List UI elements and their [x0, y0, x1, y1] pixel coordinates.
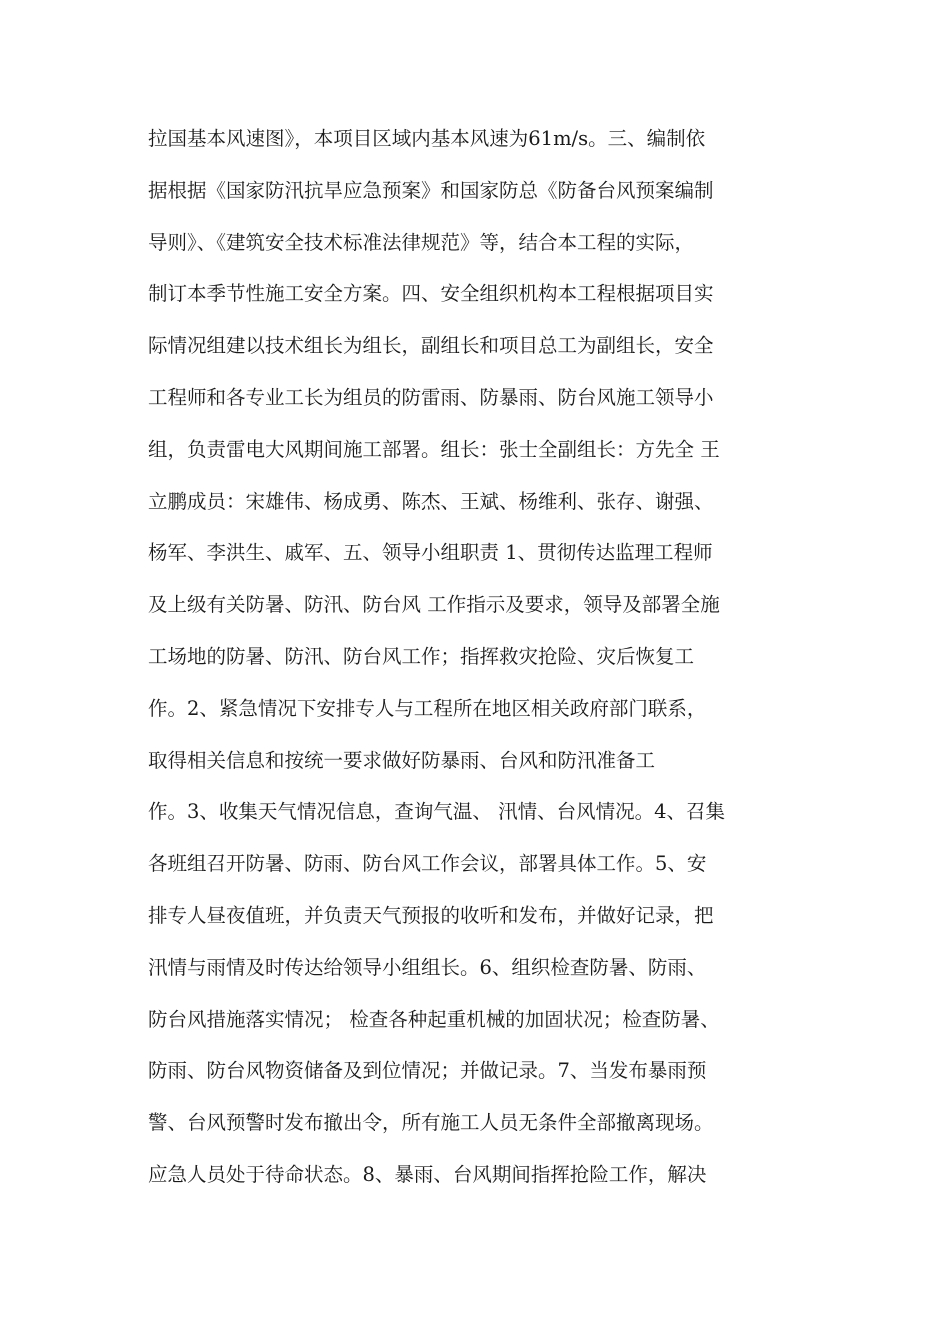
text-line-4: 制订本季节性施工安全方案。四、安全组织机构本工程根据项目实 — [148, 282, 714, 306]
text-line-13: 取得相关信息和按统一要求做好防暴雨、台风和防汛准备工 — [148, 748, 656, 772]
text-line-7: 组，负责雷电大风期间施工部署。组长：张士全副组长：方先全 王 — [148, 437, 720, 461]
text-line-2: 据根据《国家防汛抗旱应急预案》和国家防总《防备台风预案编制 — [148, 178, 714, 202]
body-text — [148, 118, 808, 1206]
text-line-21: 应急人员处于待命状态。8、暴雨、台风期间指挥抢险工作，解决 — [148, 1162, 707, 1186]
text-line-11: 工场地的防暑、防汛、防台风工作；指挥救灾抢险、灾后恢复工 — [148, 644, 695, 668]
text-line-20: 警、台风预警时发布撤出令，所有施工人员无条件全部撤离现场。 — [148, 1111, 714, 1135]
text-line-9: 杨军、李洪生、戚军、五、领导小组职责 1、贯彻传达监理工程师 — [148, 541, 713, 565]
text-line-12: 作。2、紧急情况下安排专人与工程所在地区相关政府部门联系， — [148, 696, 707, 720]
text-line-3: 导则》、《建筑安全技术标准法律规范》等，结合本工程的实际， — [148, 230, 695, 254]
text-line-17: 汛情与雨情及时传达给领导小组组长。6、组织检查防暑、防雨、 — [148, 955, 707, 979]
text-line-15: 各班组召开防暑、防雨、防台风工作会议，部署具体工作。5、安 — [148, 852, 707, 876]
text-line-16: 排专人昼夜值班，并负责天气预报的收听和发布，并做好记录，把 — [148, 903, 714, 927]
text-line-14: 作。3、收集天气情况信息，查询气温、 汛情、台风情况。4、召集 — [148, 800, 726, 824]
text-line-6: 工程师和各专业工长为组员的防雷雨、防暴雨、防台风施工领导小 — [148, 385, 714, 409]
text-line-19: 防雨、防台风物资储备及到位情况；并做记录。7、当发布暴雨预 — [148, 1059, 707, 1083]
text-line-1: 拉国基本风速图》，本项目区域内基本风速为61m/s。三、编制依 — [148, 127, 706, 150]
text-line-8: 立鹏成员：宋雄伟、杨成勇、陈杰、王斌、杨维利、张存、谢强、 — [148, 489, 714, 513]
text-line-10: 及上级有关防暑、防汛、防台风 工作指示及要求，领导及部署全施 — [148, 593, 720, 617]
text-line-5: 际情况组建以技术组长为组长，副组长和项目总工为副组长，安全 — [148, 334, 714, 358]
text-line-18: 防台风措施落实情况； 检查各种起重机械的加固状况；检查防暑、 — [148, 1007, 720, 1031]
